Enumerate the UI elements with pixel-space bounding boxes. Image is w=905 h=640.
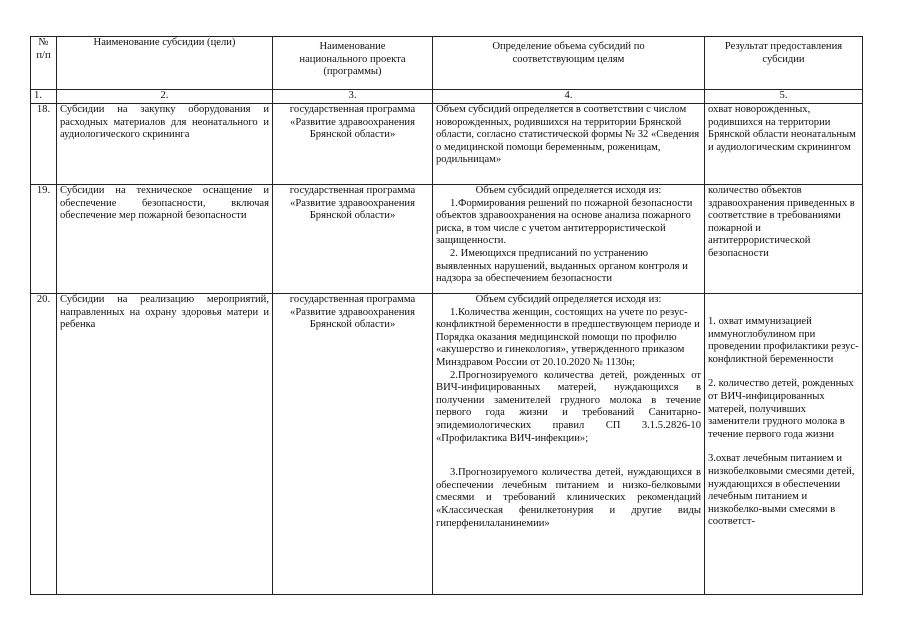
- column-number: 1.: [31, 90, 57, 104]
- paragraph-spacer: [708, 441, 859, 453]
- column-numbers-row: [31, 90, 863, 104]
- result-cell: [705, 185, 863, 294]
- paragraph-spacer: [708, 294, 859, 316]
- subsidies-table: [30, 36, 863, 595]
- volume-paragraph: 1.Количества женщин, состоящих на учете по резус-конфликтной беременности в предшествующем периоде и Порядка оказания медицинской помощи по профилю «акушерство и гинекология», утвержденного приказом Минздравом России от 20.10.2020 № 1130н;: [436, 306, 700, 368]
- program-name: государственная программа «Развитие здравоохранения Брянской области»: [273, 294, 433, 595]
- row-number: 19.: [31, 185, 57, 294]
- row-number: 18.: [31, 104, 57, 185]
- subsidy-name: Субсидии на закупку оборудования и расходных материалов для неонатального и аудиологического скрининга: [57, 104, 273, 185]
- result-cell: [705, 294, 863, 595]
- header-subsidy-name: Наименование субсидии (цели): [57, 37, 273, 90]
- volume-paragraph: 1.Формирования решений по пожарной безопасности объектов здравоохранения на основе анализа пожарного риска, в том числе с учетом антитеррористической защищенности.: [436, 197, 693, 247]
- program-name: государственная программа «Развитие здравоохранения Брянской области»: [273, 185, 433, 294]
- volume-definition: [433, 185, 705, 294]
- header-number: № п/п: [31, 37, 57, 90]
- table-row: [31, 185, 863, 294]
- volume-paragraph: Объем субсидий определяется исходя из:: [475, 294, 662, 305]
- result-paragraph: охват новорожденных, родившихся на территории Брянской области неонатальным и аудиологическим скринингом: [708, 104, 856, 153]
- header-project-name: Наименование национального проекта (программы): [273, 37, 433, 90]
- volume-paragraph: Объем субсидий определяется исходя из:: [475, 185, 662, 196]
- paragraph-spacer: [436, 445, 701, 467]
- row-number: 20.: [31, 294, 57, 595]
- column-number: 5.: [705, 90, 863, 104]
- result-paragraph: 1. охват иммунизацией иммуноглобулином при проведении профилактики резус-конфликтной беременности: [708, 316, 859, 365]
- volume-definition: [433, 104, 705, 185]
- table-row: [31, 104, 863, 185]
- result-paragraph: 3.охват лечебным питанием и низкобелковыми смесями детей, нуждающихся в обеспечении лечебным питанием и низкобелко-выми смесями в соответст-: [708, 453, 855, 528]
- volume-paragraph: 2.Прогнозируемого количества детей, рожденных от ВИЧ-инфицированных матерей, нуждающихся в получении заменителей грудного молока в течение первого года жизни и требований Санитарно-эпидемиологических правил СП 3.1.5.2826-10 «Профилактика ВИЧ-инфекции»;: [436, 369, 701, 444]
- volume-paragraph: Объем субсидий определяется в соответствии с числом новорожденных, родившихся на территории Брянской области, согласно статистической формы № 32 «Сведения о медицинской помощи беременным, роженицам, родильницам»: [436, 104, 700, 166]
- subsidy-name: Субсидии на техническое оснащение и обеспечение безопасности, включая обеспечение мер пожарной безопасности: [57, 185, 273, 294]
- volume-paragraph: 2. Имеющихся предписаний по устранению выявленных нарушений, выданных органом контроля и надзора за обеспечением безопасности: [436, 247, 688, 285]
- program-name: государственная программа «Развитие здравоохранения Брянской области»: [273, 104, 433, 185]
- column-number: 4.: [433, 90, 705, 104]
- volume-definition: [433, 294, 705, 595]
- result-paragraph: 2. количество детей, рожденных от ВИЧ-инфицированных матерей, получивших заменители грудного молока в течение первого года жизни: [708, 378, 854, 440]
- paragraph-spacer: [708, 366, 859, 378]
- result-paragraph: количество объектов здравоохранения приведенных в соответствие в требованиями пожарной и антитеррористической безопасности: [708, 185, 855, 259]
- column-number: 3.: [273, 90, 433, 104]
- table-header-row: [31, 37, 863, 90]
- table-row: [31, 294, 863, 595]
- header-volume-definition: Определение объема субсидий по соответствующим целям: [433, 37, 705, 90]
- column-number: 2.: [57, 90, 273, 104]
- subsidy-name: Субсидии на реализацию мероприятий, направленных на охрану здоровья матери и ребенка: [57, 294, 273, 595]
- header-result: Результат предоставления субсидии: [705, 37, 863, 90]
- result-cell: [705, 104, 863, 185]
- volume-paragraph: 3.Прогнозируемого количества детей, нуждающихся в обеспечении лечебным питанием и низко-белковыми смесями и требований клинических рекомендаций «Классическая фенилкетонурия и другие виды гиперфенилаланинемии»: [436, 467, 701, 529]
